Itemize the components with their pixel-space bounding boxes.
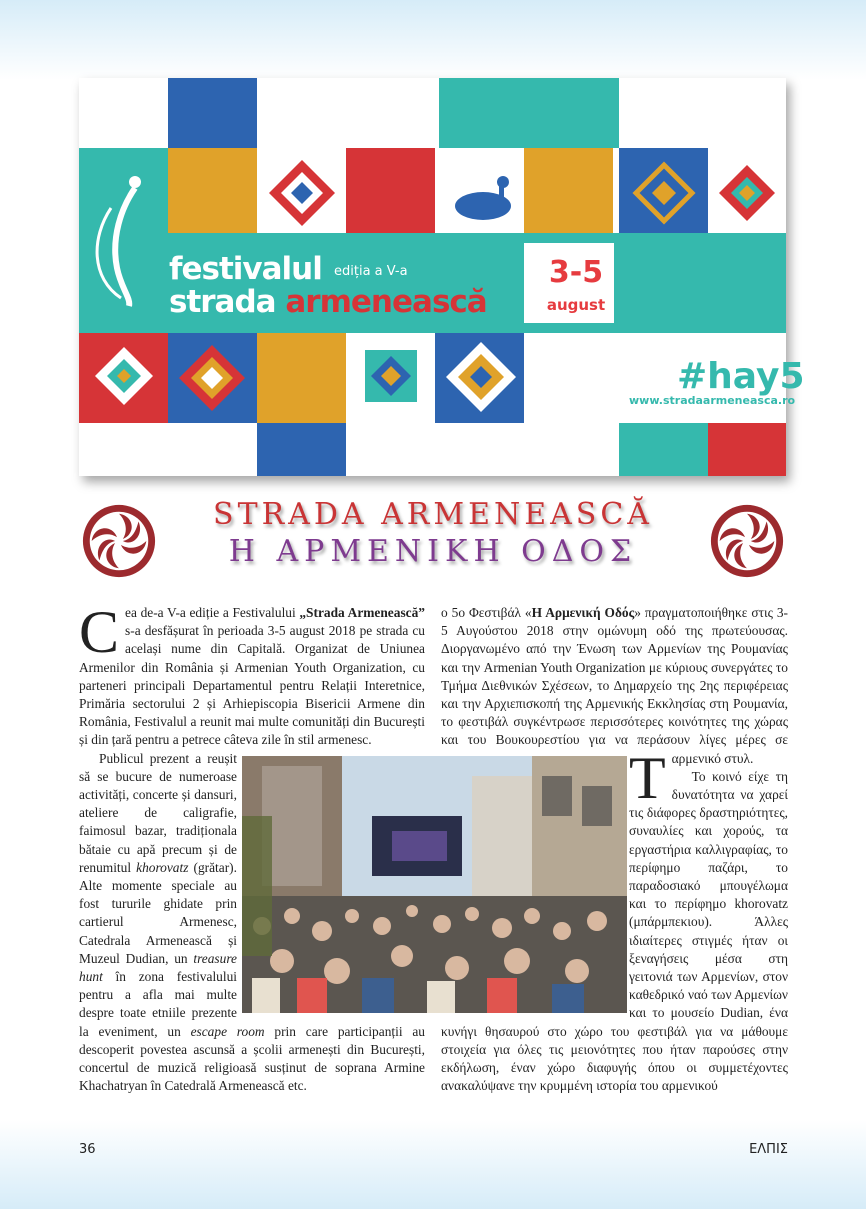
diamond-pattern-icon (634, 163, 694, 223)
peacock-logo-icon (91, 168, 157, 308)
festival-banner (79, 78, 805, 476)
square-pattern-icon (363, 348, 419, 404)
right-dropcap: Τ (629, 745, 666, 811)
banner-tile (257, 333, 346, 423)
banner-festival-word: festivalul (169, 251, 322, 287)
banner-street-name (169, 284, 487, 320)
festival-name: „Strada Armenească” (299, 605, 425, 620)
peacock-icon (445, 166, 517, 226)
title-greek: Η ΑΡΜΕΝΙΚΗ ΟΔΟΣ (228, 534, 638, 569)
text-span: în zona festivalului pentru a afla mai multe despre toate etniile prezente la eveniment, un (79, 969, 237, 1039)
left-paragraph-1 (79, 599, 425, 750)
article-title (0, 497, 866, 569)
text-italic: treasure hunt (79, 950, 237, 985)
diamond-pattern-icon (267, 158, 337, 228)
banner-tile (257, 423, 346, 476)
banner-street-word: strada (169, 284, 286, 320)
right-paragraph-2: Το κοινό είχε τη δυνατότητα να χαρεί τις διάφορες δραστηριότητες, συναυλίες και χορούς, τα εργαστήρια καλλιγραφίας, το περίφημο παζάρι, το παραδοσιακό μπουγέλωμα και το περίφημο khorovatz (μπάρμπεκιου). Άλλες ιδιαίτερες στιγμές ήταν οι ξεναγήσεις μέσα στη γειτονιά των Αρμενίων, στον καθεδρικό ναό των Αρμενίων και το μουσείο Dudian, ένα κυνήγι θησαυρού στο χώρο του φεστιβάλ για να μάθουμε στοιχεία για όλες τις μειονότητες που ήταν παρούσες στην εκδήλωση, έναν χώρο διαφυγής όπου οι συμμετέχοντες ανακαλύψανε την κρυμμένη ιστορία του αρμενικού (441, 768, 788, 1094)
text-span: » πραγματοποιήθηκε στις 3-5 Αυγούστου 2018 στην ομώνυμη οδό της πρωτεύουσας. Διοργανωμένο από την Ένωση των Αρμενίων της Ρουμανίας και την Armenian Youth Organization με κύριους συνεργάτες το Τμήμα Διεθνικών Σχέσεων, το Δημαρχείο της 2ης περιφέρειας και την Αρχιεπισκοπή της Αρμενικής Εκκλησίας στη Ρουμανία, το φεστιβάλ συγκέντρωσε περισσότερες κοινότητες της χώρας και του Βουκουρεστίου για να περάσουν λίγες μέρες σε αρμενικό στυλ. (441, 605, 788, 766)
banner-tile (346, 423, 435, 476)
festival-crowd-photo (242, 756, 627, 1013)
diamond-pattern-icon (717, 163, 777, 223)
banner-tile (168, 148, 257, 233)
banner-url: www.stradaarmeneasca.ro (629, 394, 796, 407)
right-paragraph-1 (441, 604, 788, 811)
banner-month: august (546, 296, 606, 314)
banner-tile (168, 423, 257, 476)
banner-tile (524, 148, 613, 233)
banner-dates: 3-5 (548, 255, 604, 290)
text-span: prin care participanții au descoperit povestea ascunsă a școlii armenești din București, concertul de muzică religioasă susținut de soprana Armine Khachatryan în Catedrală Armenească etc. (79, 1023, 425, 1094)
banner-armenian-word: armenească (285, 284, 487, 320)
banner-tile (79, 423, 168, 476)
banner-tile (708, 423, 786, 476)
banner-hashtag: #hay5 (677, 356, 805, 397)
banner-tile (619, 423, 708, 476)
title-romanian: STRADA ARMENEASCĂ (213, 497, 653, 532)
banner-tile (168, 78, 257, 148)
text-span: s-a desfășurat în perioada 3-5 august 2018 pe strada cu același nume din Capitală. Organizat de Uniunea Armenilor din România și Armenian Youth Organization, cu parteneri principali Departamentul pentru Relații Interetnice, Primăria sectorului 2 și Arhiepiscopia Bisericii Armene din România, Festivalul a reunit mai multe comunități din București și din țară pentru a petrece câteva zile în stil armenesc. (79, 623, 425, 748)
text-italic: escape room (190, 1023, 265, 1039)
banner-tile (346, 148, 435, 233)
diamond-pattern-icon (444, 340, 518, 414)
banner-tile (619, 78, 786, 148)
left-dropcap: C (79, 599, 120, 665)
text-span: Publicul prezent a reușit să se bucure de numeroase activități, concerte și dansuri, ateliere de caligrafie, faimosul bazar, tradiționala bătaie cu apă precum și de renumitul (79, 750, 237, 875)
text-span: (grătar). Alte momente speciale au fost tururile ghidate prin cartierul Armenesc, Catedrala Armenească și Muzeul Dudian, un (79, 859, 237, 966)
magazine-name: ΕΛΠΙΣ (749, 1142, 788, 1157)
banner-tile (524, 333, 613, 423)
text-italic: khorovatz (136, 859, 189, 875)
diamond-pattern-icon (91, 343, 157, 409)
text-span: ea de-a V-a ediție a Festivalului (125, 605, 300, 620)
banner-tile (257, 78, 346, 148)
diamond-pattern-icon (177, 343, 247, 413)
festival-name-greek: Η Αρμενική Οδός (531, 605, 635, 620)
banner-edition: ediția a V-a (334, 264, 408, 279)
banner-tile (439, 78, 619, 148)
page-number: 36 (79, 1142, 96, 1157)
text-span: ο 5ο Φεστιβάλ « (441, 605, 532, 620)
